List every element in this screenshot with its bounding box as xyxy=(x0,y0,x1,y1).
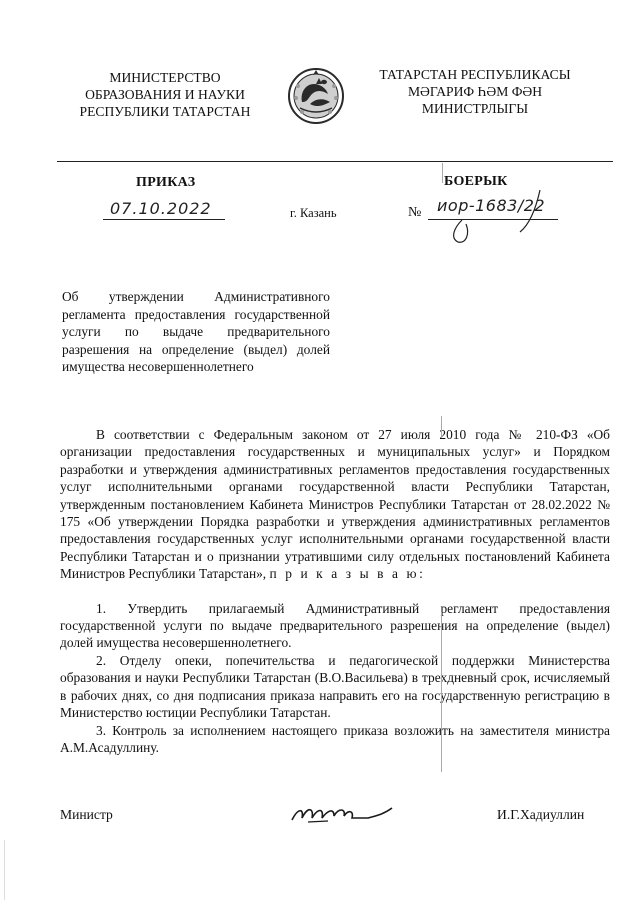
scan-artifact-line xyxy=(442,163,443,183)
item-1: 1. Утвердить прилагаемый Административный регламент предоставления государственной услуги по выдаче предварительного разрешения на определение (выдел) долей имущества несовершеннолетнего. xyxy=(60,600,610,651)
order-number: иор-1683/22 xyxy=(437,196,546,215)
item-2: 2. Отделу опеки, попечительства и педагогической поддержки Министерства образования и науки Республики Татарстан (В.О.Васильева) в трехдневный срок, исчисляемый в рабочих днях, со дня подписания приказа направить его на государственную регистрацию в Министерство юстиции Республики Татарстан. xyxy=(60,652,610,721)
preamble-paragraph xyxy=(60,426,610,583)
header-divider xyxy=(57,161,613,162)
scan-artifact-line xyxy=(441,612,442,772)
ministry-name-ru-line: РЕСПУБЛИКИ ТАТАРСТАН xyxy=(79,104,251,119)
ministry-name-tt xyxy=(360,66,590,117)
ministry-name-tt-line: ТАТАРСТАН РЕСПУБЛИКАСЫ xyxy=(379,67,571,82)
ministry-name-ru-line: ОБРАЗОВАНИЯ И НАУКИ xyxy=(85,87,245,102)
order-title-ru: ПРИКАЗ xyxy=(136,175,196,190)
preamble-text: В соответствии с Федеральным законом от 27 июля 2010 года № 210-ФЗ «Об организации предоставления государственных и муниципальных услуг» и Порядком разработки и утверждения административных регламентов предоставления государственных услуг исполнительными органами государственной власти Республики Татарстан, утвержденным постановлением Кабинета Министров Республики Татарстан от 28.02.2022 № 175 «Об утверждении Порядка разработки и утверждения административных регламентов предоставления государственных услуг исполнительными органами государственной власти Республики Татарстан и о признании утратившими силу отдельных постановлений Кабинета Министров Республики Татарстан», xyxy=(60,427,610,582)
tatarstan-emblem-icon xyxy=(286,62,346,128)
order-title-tt: БОЕРЫК xyxy=(444,174,508,189)
ministry-name-ru-line: МИНИСТЕРСТВО xyxy=(109,70,221,85)
order-date: 07.10.2022 xyxy=(110,199,212,218)
item-3: 3. Контроль за исполнением настоящего приказа возложить на заместителя министра А.М.Асадуллину. xyxy=(60,722,610,755)
number-flourish-icon xyxy=(440,188,550,248)
order-city: г. Казань xyxy=(290,206,337,220)
signer-name: И.Г.Хадиуллин xyxy=(497,807,585,822)
order-subject: Об утверждении Административного регламента предоставления государственной услуги по выдаче предварительного разрешения на определение (выдел) долей имущества несовершеннолетнего xyxy=(62,289,330,374)
scan-artifact-line xyxy=(4,840,5,900)
ministry-name-ru xyxy=(60,69,270,120)
ministry-name-tt-line: МӘГАРИФ ҺӘМ ФӘН xyxy=(407,84,543,99)
scan-artifact-line xyxy=(441,416,442,436)
date-underline xyxy=(103,219,225,220)
order-word: п р и к а з ы в а ю: xyxy=(269,566,426,582)
number-sign: № xyxy=(408,205,422,220)
signer-position: Министр xyxy=(60,807,113,822)
ministry-name-tt-line: МИНИСТРЛЫГЫ xyxy=(421,101,529,116)
handwritten-signature-icon xyxy=(288,796,398,832)
order-body xyxy=(60,426,610,756)
